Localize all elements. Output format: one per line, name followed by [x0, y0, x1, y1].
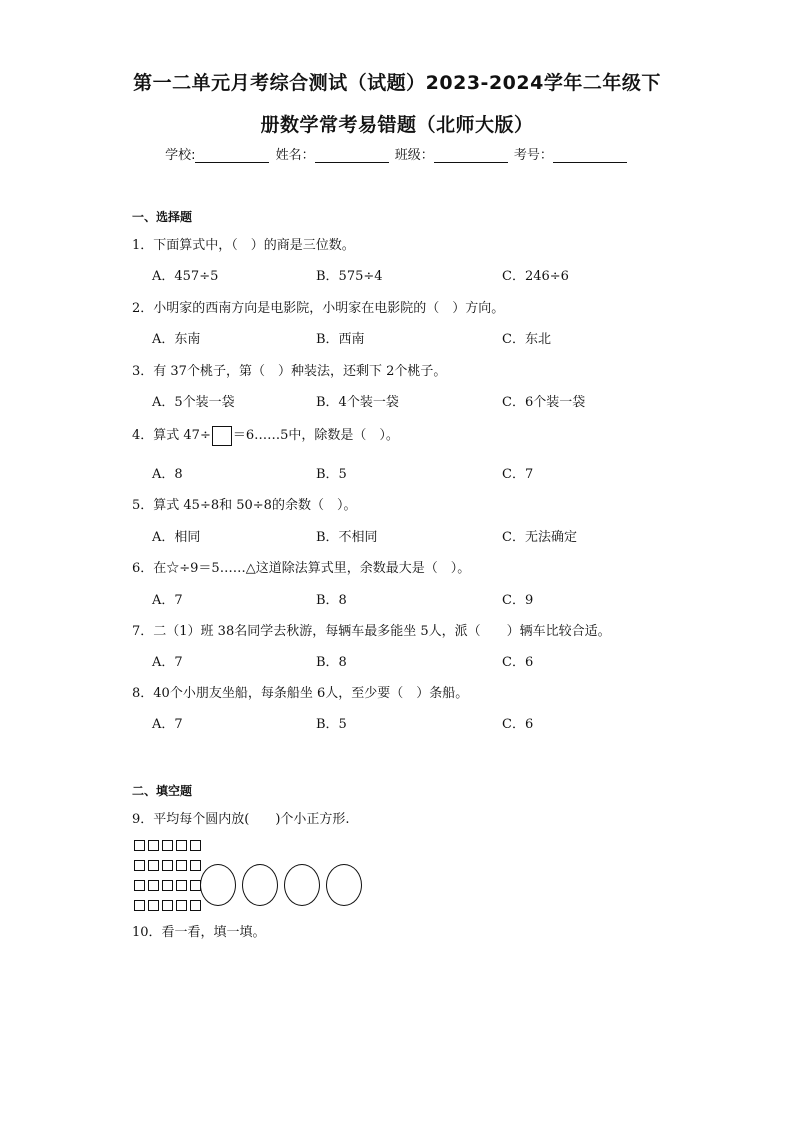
small-square [134, 900, 145, 911]
small-square [148, 900, 159, 911]
small-square [148, 840, 159, 851]
small-square [148, 860, 159, 871]
question-4-before: 4．算式 47÷ [132, 428, 211, 443]
option-a: A．7 [152, 655, 183, 670]
question-3: 3．有 37个桃子，第（ ）种装法，还剩下 2个桃子。 [132, 364, 447, 379]
small-square [176, 840, 187, 851]
option-a: A．7 [152, 717, 183, 732]
option-b: B．8 [316, 655, 347, 670]
option-a: A．7 [152, 593, 183, 608]
student-info-line [0, 144, 794, 163]
small-square [162, 900, 173, 911]
section-fill: 二、填空题 [132, 784, 193, 798]
option-b: B．5 [316, 717, 347, 732]
option-b: B．575÷4 [316, 269, 383, 284]
title-line-2: 册数学常考易错题（北师大版） [260, 114, 534, 136]
section-choice: 一、选择题 [132, 210, 193, 224]
small-square [162, 880, 173, 891]
question-6: 6．在☆÷9＝5……△这道除法算式里，余数最大是（ ）。 [132, 561, 471, 576]
small-square [162, 840, 173, 851]
question-8: 8．40个小朋友坐船，每条船坐 6人，至少要（ ）条船。 [132, 686, 469, 701]
option-c: C．6个装一袋 [502, 395, 586, 410]
option-c: C．无法确定 [502, 530, 577, 545]
option-b: B．5 [316, 467, 347, 482]
field-class-label: 班级： [394, 148, 434, 163]
field-number-label: 考号： [513, 148, 553, 163]
name-blank [315, 149, 389, 163]
square-row [134, 896, 201, 916]
title-line-1: 第一二单元月考综合测试（试题）2023-2024学年二年级下 [133, 72, 661, 94]
question-4-after: ＝6……5中，除数是（ ）。 [232, 428, 399, 443]
option-a: A．相同 [152, 530, 201, 545]
field-school-label: 学校: [165, 148, 196, 163]
circles-figure [200, 864, 362, 906]
small-square [176, 880, 187, 891]
small-square [176, 860, 187, 871]
answer-box [212, 426, 232, 446]
option-c: C．东北 [502, 332, 551, 347]
option-c: C．246÷6 [502, 269, 569, 284]
small-square [134, 860, 145, 871]
small-squares-figure [134, 836, 201, 916]
option-a: A．457÷5 [152, 269, 219, 284]
option-a: A．5个装一袋 [152, 395, 235, 410]
question-2: 2．小明家的西南方向是电影院，小明家在电影院的（ ）方向。 [132, 301, 505, 316]
school-blank [195, 149, 269, 163]
question-5: 5．算式 45÷8和 50÷8的余数（ ）。 [132, 498, 357, 513]
square-row [134, 876, 201, 896]
option-b: B．不相同 [316, 530, 378, 545]
question-4 [132, 424, 399, 446]
small-square [148, 880, 159, 891]
square-row [134, 856, 201, 876]
option-a: A．东南 [152, 332, 201, 347]
option-c: C．9 [502, 593, 534, 608]
option-b: B．西南 [316, 332, 365, 347]
option-b: B．8 [316, 593, 347, 608]
question-7: 7．二（1）班 38名同学去秋游，每辆车最多能坐 5人，派（ ）辆车比较合适。 [132, 624, 611, 639]
field-name-label: 姓名： [275, 148, 315, 163]
circle [200, 864, 236, 906]
circle [284, 864, 320, 906]
number-blank [553, 149, 627, 163]
small-square [134, 880, 145, 891]
option-c: C．6 [502, 655, 534, 670]
small-square [190, 840, 201, 851]
question-10: 10．看一看，填一填。 [132, 925, 266, 940]
small-square [134, 840, 145, 851]
small-square [176, 900, 187, 911]
question-9: 9．平均每个圆内放( )个小正方形. [132, 812, 350, 827]
circle [326, 864, 362, 906]
option-c: C．7 [502, 467, 534, 482]
option-a: A．8 [152, 467, 183, 482]
circle [242, 864, 278, 906]
square-row [134, 836, 201, 856]
class-blank [434, 149, 508, 163]
option-c: C．6 [502, 717, 534, 732]
small-square [162, 860, 173, 871]
question-1: 1．下面算式中，（ ）的商是三位数。 [132, 238, 355, 253]
option-b: B．4个装一袋 [316, 395, 399, 410]
